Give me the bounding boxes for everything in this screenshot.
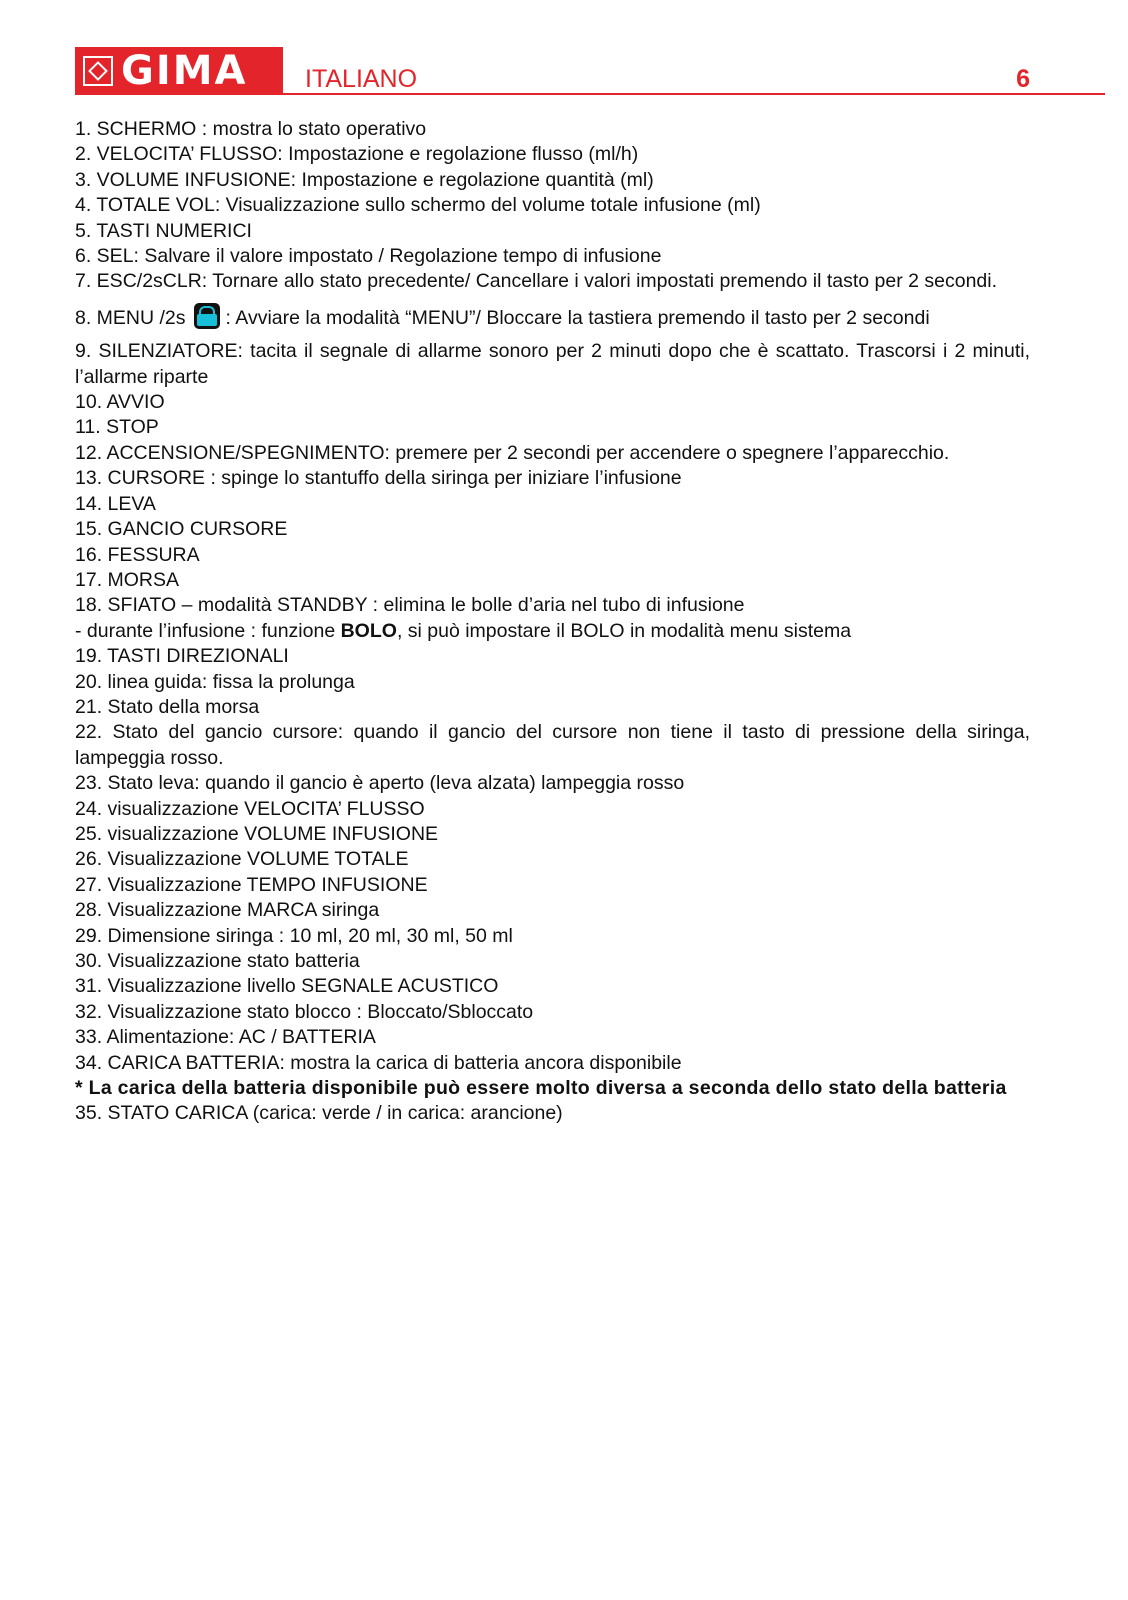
menu-description: : Avviare la modalità “MENU”/ Bloccare la tastiera premendo il tasto per 2 secondi bbox=[225, 306, 930, 329]
list-item: 23. Stato leva: quando il gancio è aperto (leva alzata) lampeggia rosso bbox=[75, 772, 685, 795]
item-list bbox=[75, 117, 1030, 1127]
list-item: 4. TOTALE VOL: Visualizzazione sullo schermo del volume totale infusione (ml) bbox=[75, 194, 761, 217]
list-item: 18. SFIATO – modalità STANDBY : elimina le bolle d’aria nel tubo di infusione bbox=[75, 594, 745, 617]
list-item: 20. linea guida: fissa la prolunga bbox=[75, 670, 355, 693]
list-item: 2. VELOCITA’ FLUSSO: Impostazione e regolazione flusso (ml/h) bbox=[75, 143, 639, 166]
list-item-bolo bbox=[75, 619, 1030, 644]
list-item: 29. Dimensione siringa : 10 ml, 20 ml, 30 ml, 50 ml bbox=[75, 924, 513, 947]
bolo-bold: BOLO bbox=[340, 619, 397, 642]
list-item: 1. SCHERMO : mostra lo stato operativo bbox=[75, 118, 427, 140]
lock-icon bbox=[194, 303, 220, 329]
list-item: 5. TASTI NUMERICI bbox=[75, 219, 252, 242]
list-item: 16. FESSURA bbox=[75, 543, 200, 566]
list-item: 13. CURSORE : spinge lo stantuffo della siringa per iniziare l’infusione bbox=[75, 467, 682, 490]
list-item: 19. TASTI DIREZIONALI bbox=[75, 645, 289, 668]
language-title: ITALIANO bbox=[305, 65, 418, 93]
list-item: 7. ESC/2sCLR: Tornare allo stato precedente/ Cancellare i valori impostati premendo il tasto per 2 secondi. bbox=[75, 270, 998, 293]
page-header bbox=[75, 47, 1105, 97]
list-item: 17. MORSA bbox=[75, 568, 180, 591]
list-item: 24. visualizzazione VELOCITA’ FLUSSO bbox=[75, 797, 425, 820]
list-item: 11. STOP bbox=[75, 416, 159, 439]
gima-logo bbox=[75, 47, 283, 95]
list-item-menu bbox=[75, 303, 1030, 331]
list-item: 15. GANCIO CURSORE bbox=[75, 518, 288, 541]
logo-text: GIMA bbox=[121, 48, 248, 94]
list-item: 27. Visualizzazione TEMPO INFUSIONE bbox=[75, 873, 428, 896]
bolo-prefix: - durante l’infusione : funzione bbox=[75, 619, 341, 642]
list-item: 31. Visualizzazione livello SEGNALE ACUSTICO bbox=[75, 975, 499, 998]
page-number: 6 bbox=[1016, 65, 1030, 93]
gima-seal-icon bbox=[83, 56, 113, 86]
list-item: 21. Stato della morsa bbox=[75, 695, 260, 718]
list-item: 22. Stato del gancio cursore: quando il gancio del cursore non tiene il tasto di pressione della siringa, lampeggia rosso. bbox=[75, 721, 1030, 769]
list-item: 9. SILENZIATORE: tacita il segnale di allarme sonoro per 2 minuti dopo che è scattato. Trascorsi i 2 minuti, l’allarme riparte bbox=[75, 340, 1030, 388]
header-rule bbox=[283, 93, 1105, 95]
list-item: 26. Visualizzazione VOLUME TOTALE bbox=[75, 848, 409, 871]
menu-label: 8. MENU /2s bbox=[75, 306, 186, 329]
list-item: 32. Visualizzazione stato blocco : Bloccato/Sbloccato bbox=[75, 1000, 534, 1023]
list-item: 30. Visualizzazione stato batteria bbox=[75, 950, 360, 972]
list-item: 28. Visualizzazione MARCA siringa bbox=[75, 899, 380, 922]
list-item: 35. STATO CARICA (carica: verde / in carica: arancione) bbox=[75, 1102, 563, 1125]
list-item: 33. Alimentazione: AC / BATTERIA bbox=[75, 1026, 376, 1049]
bolo-suffix: , si può impostare il BOLO in modalità menu sistema bbox=[396, 619, 852, 642]
list-item: 25. visualizzazione VOLUME INFUSIONE bbox=[75, 822, 439, 845]
battery-note: * La carica della batteria disponibile può essere molto diversa a seconda dello stato della batteria bbox=[75, 1077, 1007, 1100]
list-item: 10. AVVIO bbox=[75, 391, 165, 414]
list-item: 12. ACCENSIONE/SPEGNIMENTO: premere per 2 secondi per accendere o spegnere l’apparecchio. bbox=[75, 441, 950, 464]
list-item: 14. LEVA bbox=[75, 492, 156, 515]
list-item: 34. CARICA BATTERIA: mostra la carica di batteria ancora disponibile bbox=[75, 1051, 682, 1074]
list-item: 3. VOLUME INFUSIONE: Impostazione e regolazione quantità (ml) bbox=[75, 168, 654, 191]
list-item: 6. SEL: Salvare il valore impostato / Regolazione tempo di infusione bbox=[75, 245, 662, 268]
